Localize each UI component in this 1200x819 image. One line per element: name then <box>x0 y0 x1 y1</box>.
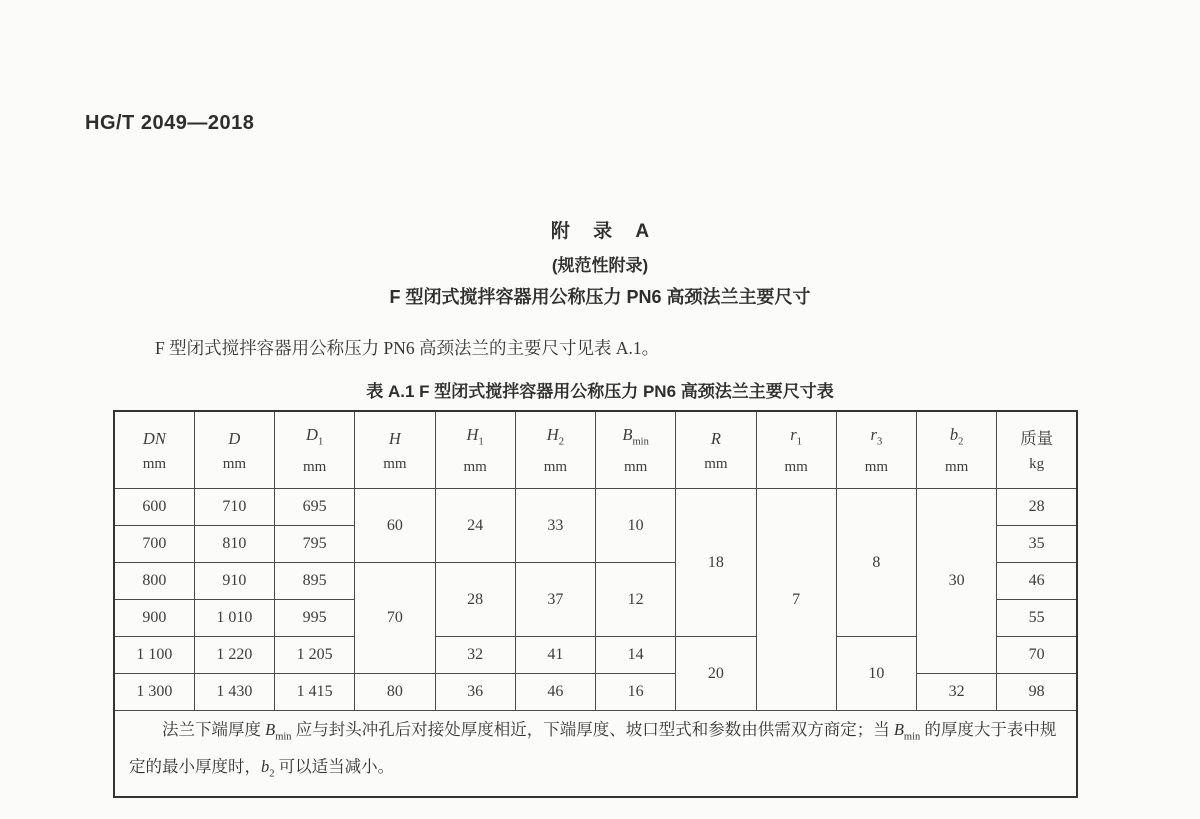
appendix-title: F 型闭式搅拌容器用公称压力 PN6 高颈法兰主要尺寸 <box>389 287 811 307</box>
table-cell: 710 <box>194 489 274 526</box>
table-cell: 20 <box>676 637 756 711</box>
table-cell: 795 <box>275 526 355 563</box>
table-cell: 30 <box>917 489 997 674</box>
table-cell: 10 <box>836 637 916 711</box>
table-cell: 800 <box>114 563 194 600</box>
table-cell: 55 <box>997 600 1077 637</box>
table-cell: 46 <box>997 563 1077 600</box>
table-cell: 32 <box>917 674 997 711</box>
table-cell: 1 415 <box>275 674 355 711</box>
column-header-H: H mm <box>355 411 435 489</box>
table-cell: 1 100 <box>114 637 194 674</box>
table-cell: 7 <box>756 489 836 711</box>
column-header-D: D mm <box>194 411 274 489</box>
table-row <box>114 674 1077 711</box>
column-header-r1: $r_1$ mm <box>756 411 836 489</box>
table-cell: 895 <box>275 563 355 600</box>
table-cell: 41 <box>515 637 595 674</box>
column-header-b2: $b_2$ mm <box>917 411 997 489</box>
table-cell: 995 <box>275 600 355 637</box>
table-cell: 36 <box>435 674 515 711</box>
table-cell: 60 <box>355 489 435 563</box>
table-footnote-row <box>114 711 1077 797</box>
column-header-质量: 质量 kg <box>997 411 1077 489</box>
table-caption: 表 A.1 F 型闭式搅拌容器用公称压力 PN6 高颈法兰主要尺寸表 <box>366 382 834 401</box>
table-row <box>114 489 1077 526</box>
table-cell: 37 <box>515 563 595 637</box>
table-cell: 28 <box>997 489 1077 526</box>
table-cell: 8 <box>836 489 916 637</box>
table-cell: 18 <box>676 489 756 637</box>
table-header <box>114 411 1077 489</box>
table-footnote-cell <box>114 711 1077 797</box>
table-cell: 810 <box>194 526 274 563</box>
table-cell: 80 <box>355 674 435 711</box>
table-cell: 14 <box>596 637 676 674</box>
table-cell: 35 <box>997 526 1077 563</box>
table-cell: 70 <box>997 637 1077 674</box>
table-cell: 33 <box>515 489 595 563</box>
column-header-R: R mm <box>676 411 756 489</box>
column-header-H1: $H_1$ mm <box>435 411 515 489</box>
column-header-r3: $r_3$ mm <box>836 411 916 489</box>
table-footnote-text: 法兰下端厚度 $B_{min}$ 应与封头冲孔后对接处厚度相近，下端厚度、坡口型式和参数由供需双方商定；当 $B_{min}$ 的厚度大于表中规定的最小厚度时，$b_2$ 可以适当减小。 <box>129 720 1057 780</box>
standard-number: HG/T 2049—2018 <box>85 112 255 134</box>
flange-dimensions-table <box>113 410 1078 798</box>
table-cell: 1 205 <box>275 637 355 674</box>
column-header-H2: $H_2$ mm <box>515 411 595 489</box>
table-cell: 28 <box>435 563 515 637</box>
table-cell: 16 <box>596 674 676 711</box>
column-header-DN: DN mm <box>114 411 194 489</box>
table-cell: 1 300 <box>114 674 194 711</box>
table-cell: 46 <box>515 674 595 711</box>
table-cell: 10 <box>596 489 676 563</box>
table-cell: 32 <box>435 637 515 674</box>
table-cell: 70 <box>355 563 435 674</box>
table-cell: 1 010 <box>194 600 274 637</box>
table-cell: 1 220 <box>194 637 274 674</box>
table-cell: 98 <box>997 674 1077 711</box>
table-cell: 24 <box>435 489 515 563</box>
column-header-Bmin: $B_{min}$ mm <box>596 411 676 489</box>
table-cell: 700 <box>114 526 194 563</box>
column-header-D1: $D_1$ mm <box>275 411 355 489</box>
table-cell: 695 <box>275 489 355 526</box>
table-cell: 910 <box>194 563 274 600</box>
table-cell: 600 <box>114 489 194 526</box>
intro-paragraph: F 型闭式搅拌容器用公称压力 PN6 高颈法兰的主要尺寸见表 A.1。 <box>155 338 660 358</box>
table-cell: 12 <box>596 563 676 637</box>
appendix-type: (规范性附录) <box>551 256 649 275</box>
appendix-label: 附 录 A <box>550 221 650 242</box>
table-cell: 900 <box>114 600 194 637</box>
table-cell: 1 430 <box>194 674 274 711</box>
